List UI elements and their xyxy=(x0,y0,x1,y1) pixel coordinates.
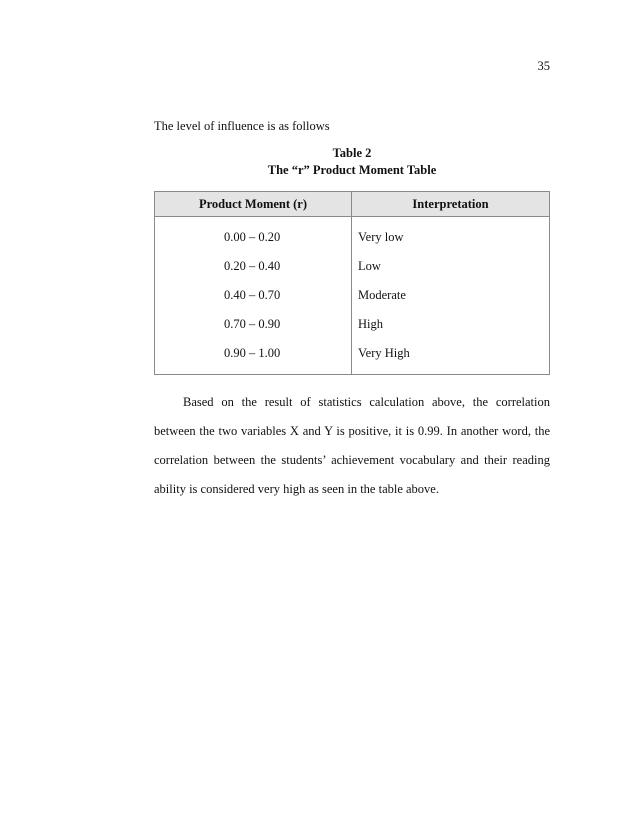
table-row xyxy=(155,339,550,375)
interpretation-cell: Very low xyxy=(352,217,550,253)
table-row xyxy=(155,217,550,253)
table-header-row xyxy=(155,192,550,217)
header-interpretation: Interpretation xyxy=(352,192,550,217)
interpretation-cell: Low xyxy=(352,252,550,281)
header-product-moment: Product Moment (r) xyxy=(155,192,352,217)
range-cell: 0.40 – 0.70 xyxy=(155,281,352,310)
table-row xyxy=(155,252,550,281)
table-row xyxy=(155,281,550,310)
r-product-moment-table xyxy=(154,191,550,375)
interpretation-cell: Moderate xyxy=(352,281,550,310)
interpretation-cell: High xyxy=(352,310,550,339)
page-number: 35 xyxy=(537,59,550,73)
range-cell: 0.00 – 0.20 xyxy=(155,217,352,253)
table-title: The “r” Product Moment Table xyxy=(267,163,437,177)
interpretation-cell: Very High xyxy=(352,339,550,375)
range-cell: 0.20 – 0.40 xyxy=(155,252,352,281)
range-cell: 0.70 – 0.90 xyxy=(155,310,352,339)
table-row xyxy=(155,310,550,339)
table-number: Table 2 xyxy=(332,146,372,160)
intro-text: The level of influence is as follows xyxy=(154,119,330,133)
body-paragraph: Based on the result of statistics calculation above, the correlation between the two variables X and Y is positive, it is 0.99. In another word, the correlation between the students’ achievement vocabulary and their reading ability is considered very high as seen in the table above. xyxy=(154,395,550,496)
range-cell: 0.90 – 1.00 xyxy=(155,339,352,375)
